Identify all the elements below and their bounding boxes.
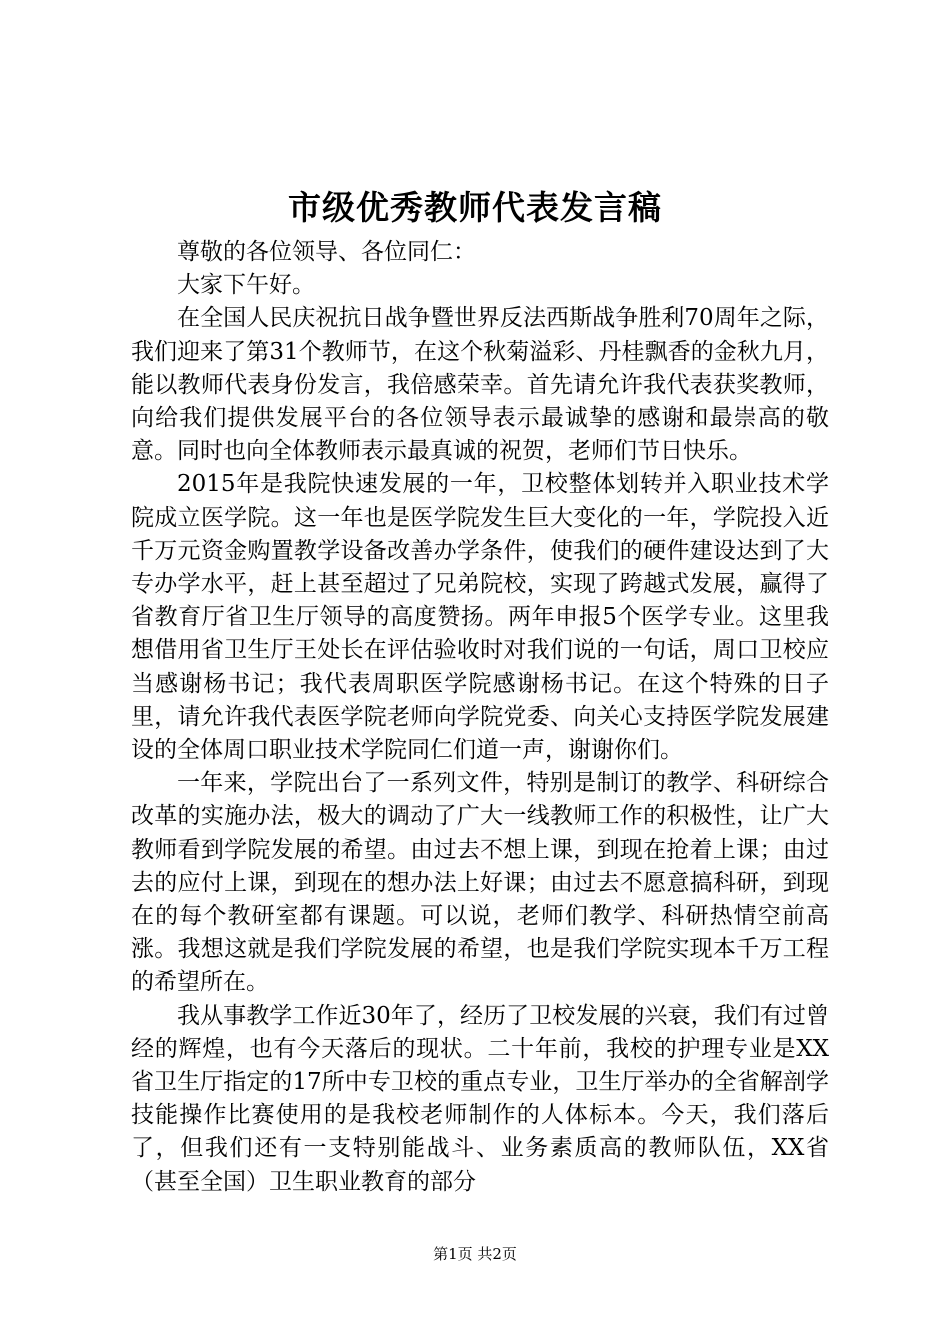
body-paragraph-1: 在全国人民庆祝抗日战争暨世界反法西斯战争胜利70周年之际，我们迎来了第31个教师节，在这个秋菊溢彩、丹桂飘香的金秋九月，能以教师代表身份发言，我倍感荣幸。首先请允许我代表获奖教师，向给我们提供发展平台的各位领导表示最诚挚的感谢和最崇高的敬意。同时也向全体教师表示最真诚的祝贺，老师们节日快乐。 <box>131 305 829 465</box>
document-title: 市级优秀教师代表发言稿 <box>288 188 662 227</box>
page-number-footer: 第1页 共2页 <box>433 1245 517 1263</box>
body-paragraph-4: 我从事教学工作近30年了，经历了卫校发展的兴衰，我们有过曾经的辉煌，也有今天落后的现状。二十年前，我校的护理专业是XX省卫生厅指定的17所中专卫校的重点专业，卫生厅举办的全省解剖学技能操作比赛使用的是我校老师制作的人体标本。今天，我们落后了，但我们还有一支特别能战斗、业务素质高的教师队伍，XX省（甚至全国）卫生职业教育的部分 <box>131 1002 829 1195</box>
body-paragraph-3: 一年来，学院出台了一系列文件，特别是制订的教学、科研综合改革的实施办法，极大的调动了广大一线教师工作的积极性，让广大教师看到学院发展的希望。由过去不想上课，到现在抢着上课；由过去的应付上课，到现在的想办法上好课；由过去不愿意搞科研，到现在的每个教研室都有课题。可以说，老师们教学、科研热情空前高涨。我想这就是我们学院发展的希望，也是我们学院实现本千万工程的希望所在。 <box>131 770 829 996</box>
salutation-paragraph: 大家下午好。 <box>177 272 315 299</box>
greeting-paragraph: 尊敬的各位领导、各位同仁： <box>177 239 476 265</box>
document-body <box>131 236 829 1199</box>
body-paragraph-2: 2015年是我院快速发展的一年，卫校整体划转并入职业技术学院成立医学院。这一年也是医学院发生巨大变化的一年，学院投入近千万元资金购置教学设备改善办学条件，使我们的硬件建设达到了大专办学水平，赶上甚至超过了兄弟院校，实现了跨越式发展，赢得了省教育厅省卫生厅领导的高度赞扬。两年申报5个医学专业。这里我想借用省卫生厅王处长在评估验收时对我们说的一句话，周口卫校应当感谢杨书记；我代表周职医学院感谢杨书记。在这个特殊的日子里，请允许我代表医学院老师向学院党委、向关心支持医学院发展建设的全体周口职业技术学院同仁们道一声，谢谢你们。 <box>131 471 829 764</box>
